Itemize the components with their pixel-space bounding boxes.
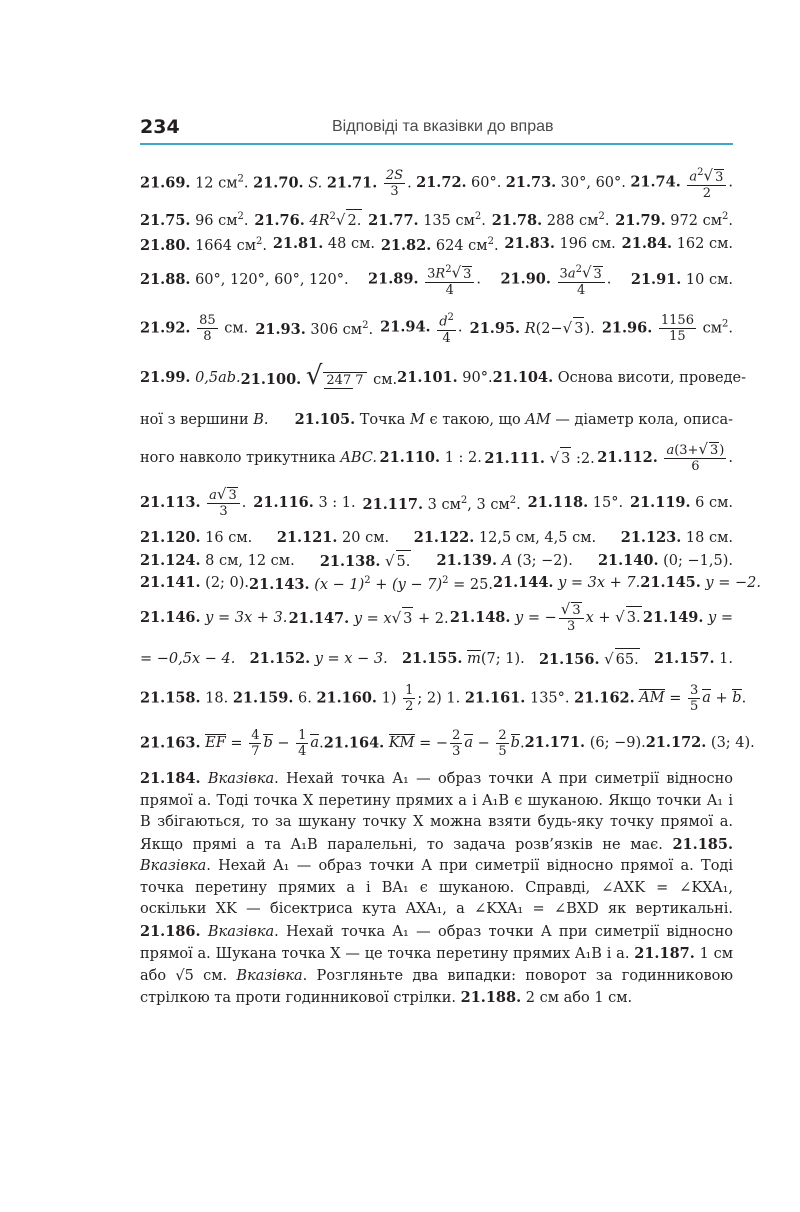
answer-number: 21.116. [253,494,314,511]
fraction: 247 7 [323,372,366,388]
answer-number: 21.83. [504,235,555,252]
answer-number: 21.69. [140,174,191,191]
fraction: $\frac{1}{2}$ [405,682,414,714]
answer-number: 21.71. [326,174,378,191]
answer-number: 21.96. [601,319,653,336]
fraction: $\frac{4}{7}$ [251,727,260,759]
answer-number: 21.113. [140,494,201,511]
answer-line: 21.124. 8 см, 12 см. 21.138. √ 5. 21.139. A (3; −2). 21.140. (0; −1,5). [140,550,733,572]
answer-number: 21.92. [140,319,191,336]
fraction: $\frac{a^2√ 3}{2}$ [687,165,726,200]
answer-number: 21.171. [524,734,586,751]
answer-number: 21.117. [362,495,424,513]
answer-line: 21.69. 12 $см^2$. 21.70. S. 21.71. $\frac{2S}{3}$ . 21.72. 60°. 21.73. 30°, 60°. 21.74. $\frac{a^2√ 3}{2}$ . [140,166,733,201]
answer-number: 21.145. [640,574,701,591]
fraction: $\frac{85}{8}$ [199,312,216,344]
answer-number: 21.140. [597,552,659,569]
answer-number: 21.144. [492,574,554,591]
page-number: 234 [140,116,180,138]
fraction: $\frac{2}{3}$ [452,727,461,759]
answer-number: 21.162. [574,689,635,706]
fraction: $\frac{1156}{15}$ [660,312,694,344]
answer-line: 21.80. 1664 $см^2$. 21.81. 48 см. 21.82. 624 $см^2$. 21.83. 196 см. 21.84. 162 см. [140,235,733,254]
answers-body [140,160,761,1010]
answer-number: 21.164. [323,734,385,751]
answer-number: 21.161. [464,689,526,706]
answer-line: 21.99. 0,5ab. 21.100. √ 247 7 см. 21.101. 90°. 21.104. Основа висоти, проведе- [140,361,746,391]
answer-line: 21.92. $\frac{85}{8}$ см. 21.93. 306 $см^2$. 21.94. $\frac{d^2}{4}$ . 21.95. R(2−√ 3). 21.96. $\frac{1156}{15}$ $см^2$. [140,312,733,346]
answer-line: 21.75. 96 $см^2$. 21.76. $4R^2√$ 2. 21.77. 135 $см^2$. 21.78. 288 $см^2$. 21.79. 972 $см^2$. [140,206,733,232]
answer-number: 21.110. [379,449,441,466]
answer-value: 12 см [195,175,238,191]
answer-number: 21.119. [630,494,691,511]
answer-number: 21.90. [500,270,551,288]
fraction: $\frac{2}{5}$ [498,727,507,759]
answer-number: 21.158. [140,689,201,706]
answer-number: 21.147. [288,609,350,627]
header-rule [140,143,733,145]
answer-number: 21.121. [276,529,338,546]
answer-number: 21.101. [397,369,458,386]
fraction: $\frac{2S}{3}$ [385,167,404,199]
answers-transcript [140,1010,141,1011]
answer-number: 21.89. [368,270,419,288]
answer-number: 21.163. [140,734,201,751]
fraction: $\frac{1}{4}$ [298,727,307,759]
answer-number: 21.118. [527,494,589,511]
answer-number: 21.111. [484,449,545,467]
answer-line: 21.120. 16 см. 21.121. 20 см. 21.122. 12,5 см, 4,5 см. 21.123. 18 см. [140,529,733,546]
answer-number: 21.73. [505,174,557,191]
answer-number: 21.72. [416,174,467,191]
fraction: $\frac{d^2}{4}$ [439,312,454,346]
answer-number: 21.149. [642,609,704,626]
answer-line: 21.158. 18. 21.159. 6. 21.160. 1) $\frac{1}{2}$ ; 2) 1. 21.161. 135°. 21.162. AM = $\frac{3}{5}$ a + b. [140,682,747,714]
answer-line: ного навколо трикутника ABC. 21.110. 1 : 2. 21.111. √ 3 :2. 21.112. $\frac{a(3+√ 3)}{6}$ . [140,440,733,474]
answer-number: 21.156. [538,650,600,668]
fraction: $\frac{√ 3}{3}$ [559,602,584,634]
fraction: $\frac{a(3+√ 3)}{6}$ [666,440,725,474]
answer-line: 21.163. EF = $\frac{4}{7}$ b − $\frac{1}{4}$ a. 21.164. KM = − $\frac{2}{3}$ a − $\frac{2}{5}$ b. 21.171. (6; −9). 21.172. (3; 4). [140,727,755,759]
answer-number: 21.95. [469,319,521,337]
fraction: $\frac{3a^2√ 3}{4}$ [558,262,605,297]
answer-number: 21.100. [240,371,302,388]
fraction: $\frac{a√ 3}{3}$ [207,487,240,519]
page-header [140,116,733,146]
answer-number: 21.77. [368,211,419,229]
answer-value: S. [308,175,323,191]
answer-number: 21.99. [140,369,191,386]
answer-number: 21.105. [294,411,356,428]
answer-number: 21.80. [140,236,191,254]
answer-line: 21.141. (2; 0). 21.143. $(x - 1)^2 + (y - 7)^2 = 25$. 21.144. y = 3x + 7. 21.145. y = −2. [140,574,761,593]
answer-line: 21.113. $\frac{a√ 3}{3}$ . 21.116. 3 : 1. 21.117. 3 $см^2$, 3 $см^2$. 21.118. 15°. 21.119. 6 см. [140,485,733,519]
answer-value: 30°, 60°. [560,175,626,191]
answer-number: 21.79. [615,211,666,229]
answer-number: 21.94. [380,318,431,336]
answer-number: 21.78. [491,211,543,229]
answer-line: 21.88. 60°, 120°, 60°, 120°. 21.89. $\frac{3R^2√ 3}{4}$ . 21.90. $\frac{3a^2√ 3}{4}$ . 21.91. 10 см. [140,263,733,298]
answer-number: 21.138. [319,552,381,570]
answer-number: 21.76. [254,211,305,229]
answer-number: 21.159. [232,689,294,706]
answer-number: 21.146. [140,609,201,626]
answer-number: 21.122. [413,529,475,546]
answer-number: 21.88. [140,271,191,288]
answer-number: 21.152. [249,650,311,667]
answer-number: 21.84. [621,235,673,252]
answer-number: 21.120. [140,529,201,546]
answer-number: 21.141. [140,574,201,591]
answer-number: 21.93. [255,320,306,338]
answer-number: 21.155. [401,650,463,667]
answer-number: 21.74. [630,173,681,191]
answer-line: 21.146. y = 3x + 3. 21.147. y = x√ 3 + 2. 21.148. y = − $\frac{√ 3}{3}$ x + √ 3. 21.149. y = [140,600,733,634]
answer-number: 21.81. [272,235,324,252]
answer-number: 21.124. [140,552,201,569]
answer-number: 21.139. [436,552,498,569]
fraction: $\frac{3}{5}$ [689,682,699,714]
hints-paragraph: 21.184. Вказівка. Нехай точка A₁ — образ точки A при симетрії відносно прямої a. Тоді точка X перетину прямих a і A₁B є шуканою. Якщо точки A₁ і B збігаються, то за шукану точку X можна взяти будь-яку точку прямої a. Якщо прямі a та A₁B паралельні, то задача розв’язків не має. 21.185. Вказівка. Нехай A₁ — образ точки A при симетрії відносно прямої a. Тоді точка перетину прямих a і BA₁ є шуканою. Справді, ∠AXK = ∠KXA₁, оскільки XK — бісектриса кута AXA₁, а ∠KXA₁ = ∠BXD як вертикальні. 21.186. Вказівка. Нехай точка A₁ — образ точки A при симетрії відносно прямої a. Шукана точка X — це точка перетину прямих A₁B і a. 21.187. 1 см або √5 см. Вказівка. Розгляньте два випадки: поворот за годинниковою стрілкою та проти годинникової стрілки. 21.188. 2 см або 1 см. [140,770,734,1006]
answer-number: 21.143. [249,575,310,593]
answer-number: 21.123. [620,529,682,546]
answer-number: 21.91. [630,271,682,288]
answer-line: = −0,5x − 4. 21.152. y = x − 3. 21.155. m(7; 1). 21.156. √ 65. 21.157. 1. [140,642,733,676]
answer-number: 21.160. [316,689,377,706]
answer-number: 21.104. [492,369,554,386]
fraction: $\frac{3R^2√ 3}{4}$ [425,262,474,297]
answer-number: 21.75. [140,211,191,229]
answer-number: 21.82. [380,236,432,254]
answer-number: 21.112. [597,449,658,466]
answer-number: 21.157. [653,650,715,667]
running-title: Відповіді та вказівки до вправ [332,118,554,135]
answer-number: 21.148. [449,609,511,626]
answer-line: ної з вершини B. 21.105. Точка M є такою, що AM — діаметр кола, описа- [140,411,733,428]
answer-number: 21.172. [645,734,707,751]
answer-number: 21.70. [253,174,304,191]
answer-value: 60°. [471,175,502,191]
